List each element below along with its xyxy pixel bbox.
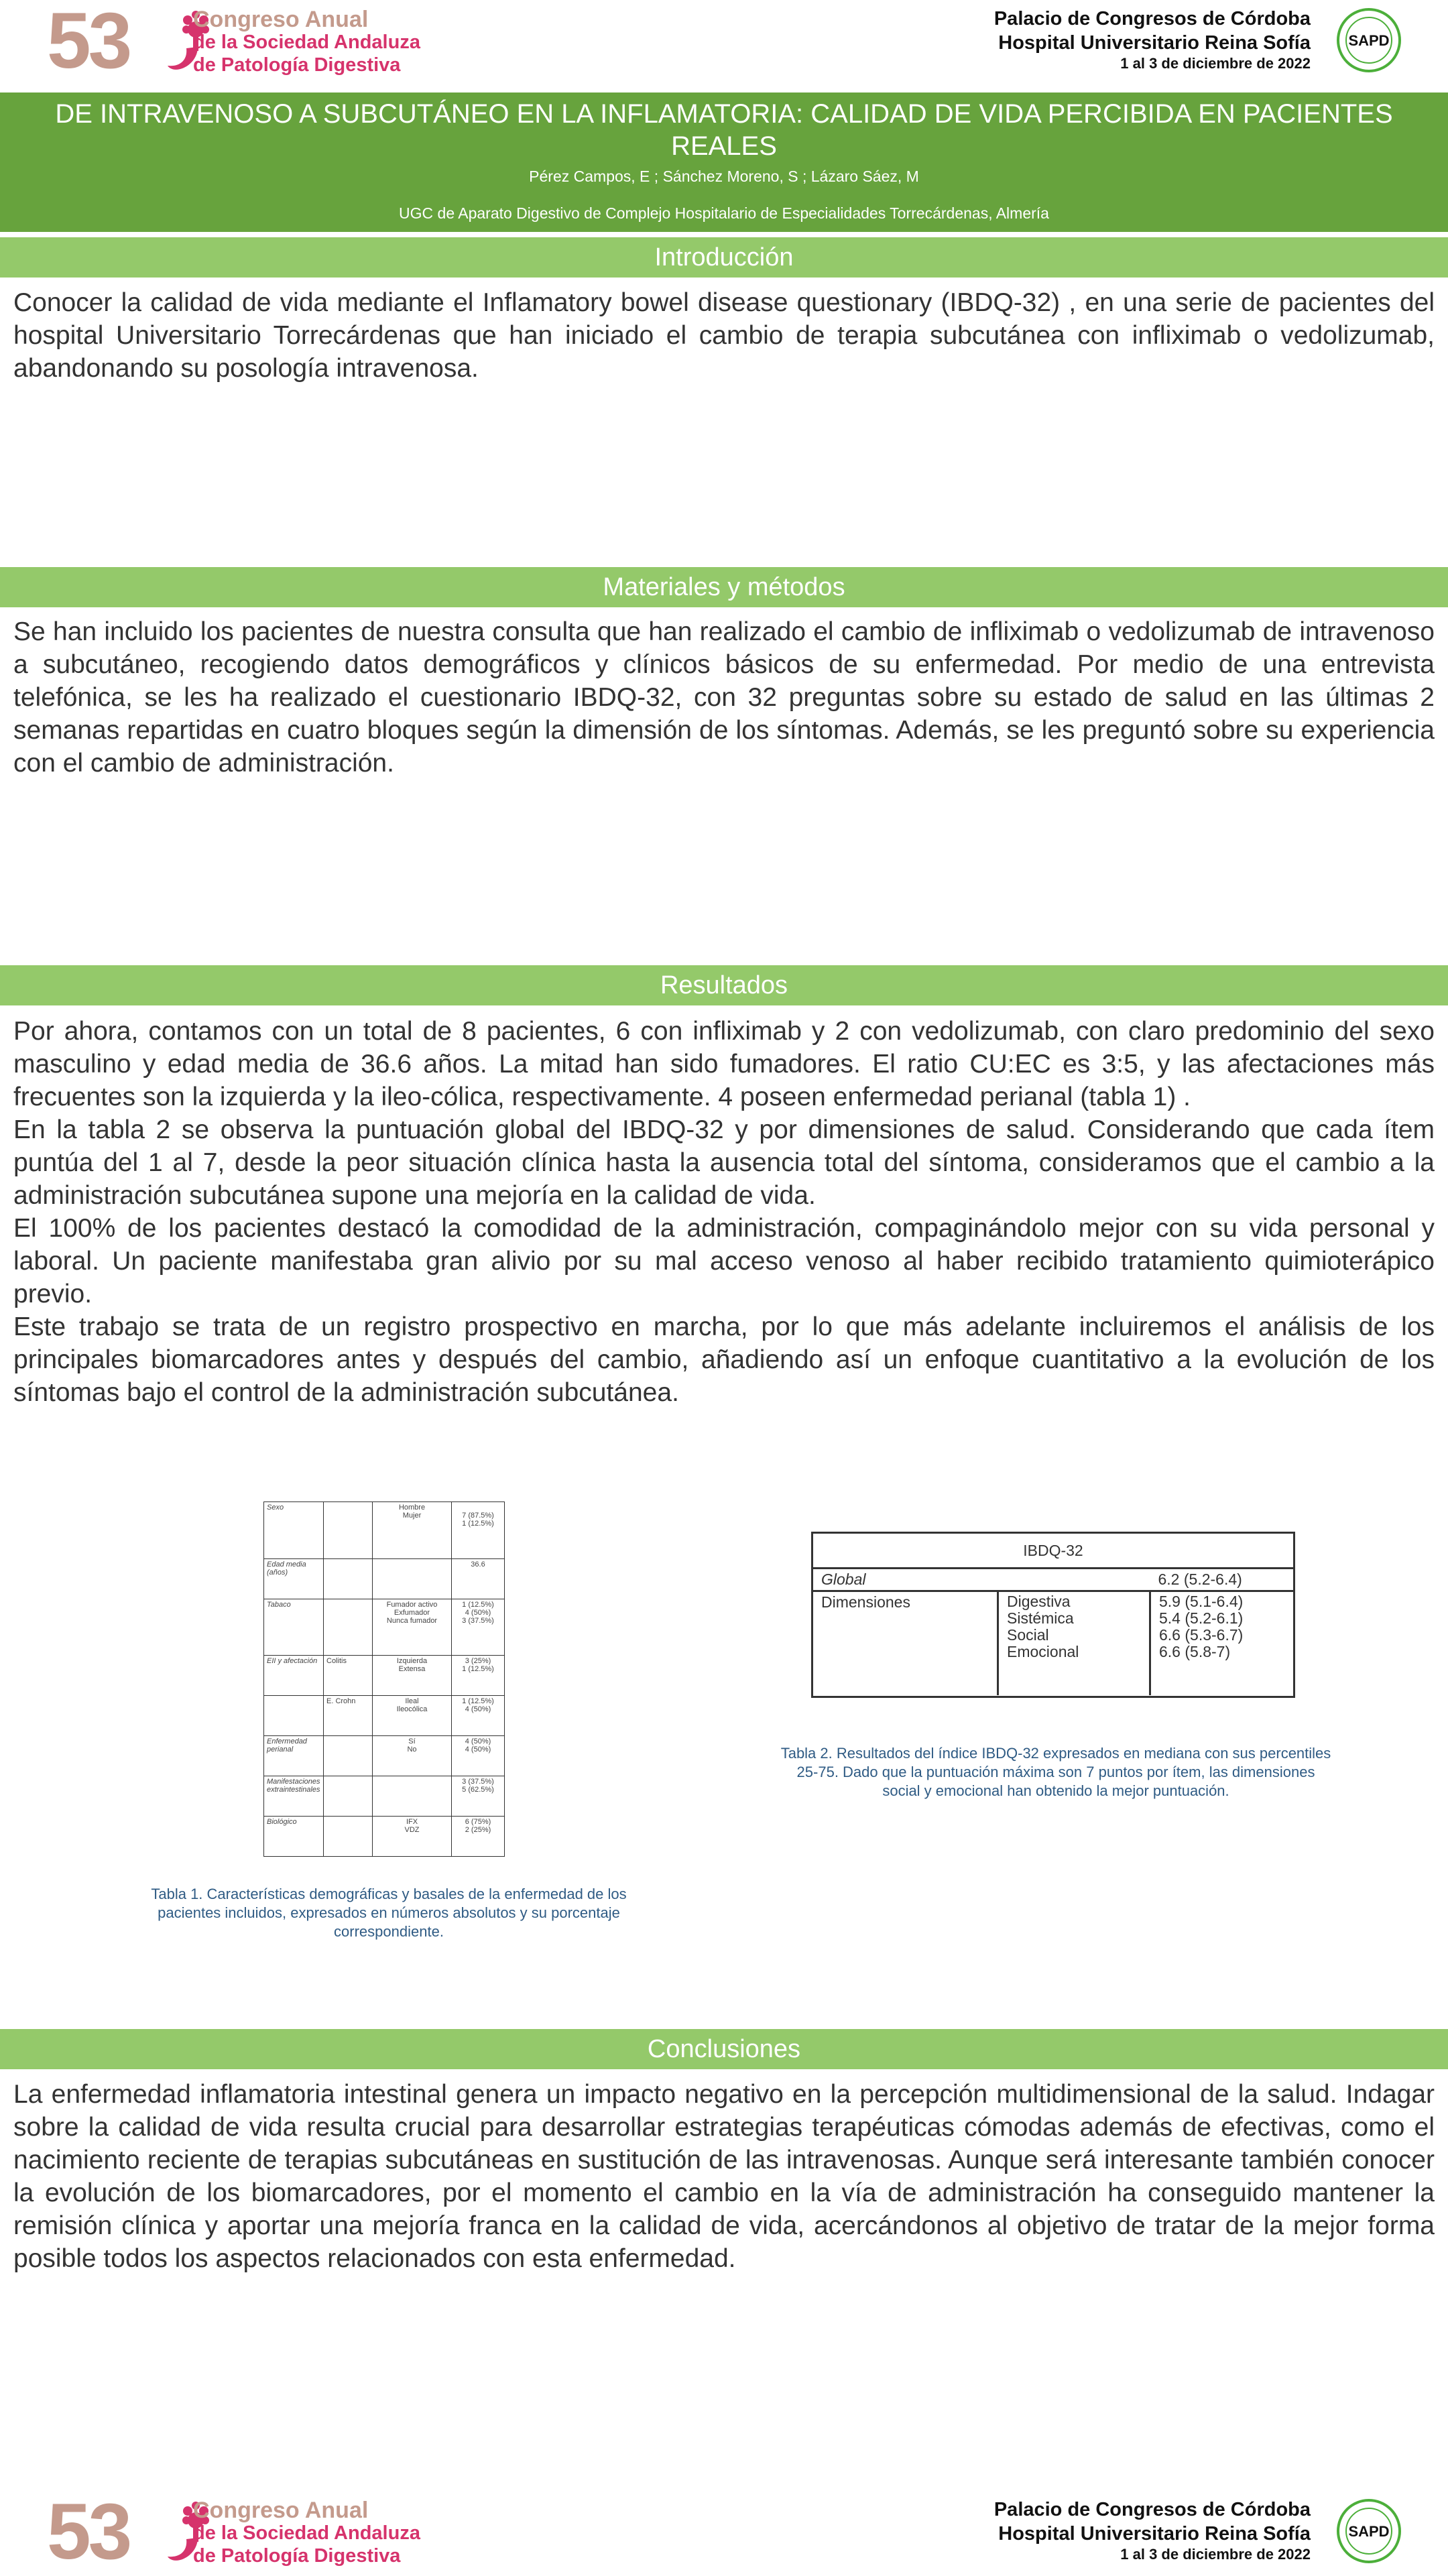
page-footer — [0, 2488, 1448, 2576]
table-2-global-row — [813, 1569, 1293, 1591]
table-1-cell — [324, 1736, 373, 1776]
sapd-badge-text: SAPD — [1348, 2523, 1390, 2540]
table-1-cell: Sí No — [372, 1736, 451, 1776]
table-1-cell: E. Crohn — [324, 1696, 373, 1736]
table-1-cell: 1 (12.5%) 4 (50%) 3 (37.5%) — [452, 1599, 505, 1656]
table-1-cell — [324, 1502, 373, 1559]
table-2-dim-value: 5.4 (5.2-6.1) — [1159, 1609, 1244, 1627]
section-heading-intro: Introducción — [0, 237, 1448, 278]
table-2-dimension-names — [998, 1591, 1150, 1696]
table-1-cell — [372, 1776, 451, 1817]
congress-logo — [47, 2488, 449, 2576]
table-1-cell: 4 (50%) 4 (50%) — [452, 1736, 505, 1776]
logo-line1: Congreso Anual — [193, 2498, 369, 2523]
sapd-badge-text: SAPD — [1348, 32, 1390, 49]
table-2-title: IBDQ-32 — [813, 1534, 1293, 1569]
table-1-cell: Ileal Ileocólica — [372, 1696, 451, 1736]
conclusions-text: La enfermedad inflamatoria intestinal genera un impacto negativo en la percepción multidimensional de la salud. Indagar sobre la calidad de vida resulta crucial para desarrollar estrategias terapéuticas cómodas además de efectivas, como el nacimiento reciente de terapias subcutáneas en sustitución de las intravenosas. Aunque será interesante también conocer la evolución de los biomarcadores, por el momento el cambio en la vía de administración ha conseguido mantener la remisión clínica y aportar una mejoría franca en la calidad de vida, acercándonos al objetivo de tratar de la mejor forma posible todos los aspectos relacionados con esta enfermedad. — [13, 2080, 1435, 2273]
venue-info — [994, 2498, 1311, 2563]
table-1-cell: Enfermedad perianal — [264, 1736, 324, 1776]
table-1-cell: Izquierda Extensa — [372, 1656, 451, 1696]
table-2-caption: Tabla 2. Resultados del índice IBDQ-32 expresados en mediana con sus percentiles 25-75. Dado que la puntuación máxima son 7 puntos por ítem, las dimensiones social y emocional han obtenido la mejor puntuación. — [780, 1745, 1331, 1799]
intro-text: Conocer la calidad de vida mediante el Inflamatory bowel disease questionary (IBDQ-32) , en una serie de pacientes del hospital Universitario Torrecárdenas que han iniciado el cambio de terapia subcutánea con infliximab o vedolizumab, abandonando su posología intravenosa. — [13, 288, 1435, 383]
congress-logo — [47, 0, 449, 85]
table-2-dim-value: 6.6 (5.8-7) — [1159, 1643, 1231, 1660]
results-paragraph-3: El 100% de los pacientes destacó la comodidad de la administración, compaginándolo mejor con su vida personal y laboral. Un paciente manifestaba gran alivio por su mal acceso venoso al haber recibido tratamiento quimioterápico previo. — [13, 1214, 1435, 1308]
table-1-cell: Fumador activo Exfumador Nunca fumador — [372, 1599, 451, 1656]
table-1-cell: 6 (75%) 2 (25%) — [452, 1817, 505, 1857]
section-body-methods — [13, 615, 1435, 780]
venue-dates: 1 al 3 de diciembre de 2022 — [1120, 55, 1311, 72]
table-2-dim-name: Digestiva — [1007, 1593, 1071, 1610]
table-2-global-label: Global — [813, 1569, 1150, 1591]
page-header — [0, 0, 1448, 85]
results-paragraph-1: Por ahora, contamos con un total de 8 pacientes, 6 con infliximab y 2 con vedolizumab, con claro predominio del sexo masculino y edad media de 36.6 años. La mitad han sido fumadores. El ratio CU:EC es 3:5, y las afectaciones más frecuentes son la izquierda y la ileo-cólica, respectivamente. 4 poseen enfermedad perianal (tabla 1) . — [13, 1017, 1435, 1111]
poster-affiliation: UGC de Aparato Digestivo de Complejo Hospitalario de Especialidades Torrecárdenas, Almería — [399, 204, 1049, 222]
table-1-cell — [324, 1558, 373, 1599]
venue-info — [994, 7, 1311, 72]
poster-authors: Pérez Campos, E ; Sánchez Moreno, S ; Lázaro Sáez, M — [529, 168, 919, 185]
table-2-dim-name: Sistémica — [1007, 1609, 1074, 1627]
table-2-dim-value: 5.9 (5.1-6.4) — [1159, 1593, 1244, 1610]
table-1-row — [264, 1656, 505, 1696]
table-1-cell: IFX VDZ — [372, 1817, 451, 1857]
table-2-dim-name: Emocional — [1007, 1643, 1079, 1660]
methods-text: Se han incluido los pacientes de nuestra consulta que han realizado el cambio de infliximab o vedolizumab de intravenoso a subcutáneo, recogiendo datos demográficos y clínicos básicos de su enfermedad. Por medio de una entrevista telefónica, se les ha realizado el cuestionario IBDQ-32, con 32 preguntas sobre su estado de salud en las últimas 2 semanas repartidas en cuatro bloques según la dimensión de los síntomas. Además, se les preguntó sobre su experiencia con el cambio de administración. — [13, 617, 1435, 778]
table-1-row — [264, 1502, 505, 1559]
table-1-row — [264, 1696, 505, 1736]
logo-line2: de la Sociedad Andaluza — [193, 2522, 420, 2544]
venue-dates: 1 al 3 de diciembre de 2022 — [1120, 2546, 1311, 2563]
table-1-cell: Tabaco — [264, 1599, 324, 1656]
table-1-cell: EII y afectación — [264, 1656, 324, 1696]
logo-text — [193, 2499, 420, 2567]
table-1-row — [264, 1817, 505, 1857]
section-heading-results: Resultados — [0, 965, 1448, 1005]
table-1-row — [264, 1599, 505, 1656]
table-1-cell — [324, 1599, 373, 1656]
table-1-cell: 36.6 — [452, 1558, 505, 1599]
sapd-badge-icon — [1337, 8, 1401, 72]
poster-title: DE INTRAVENOSO A SUBCUTÁNEO EN LA INFLAMATORIA: CALIDAD DE VIDA PERCIBIDA EN PACIENTES REALES — [55, 99, 1393, 161]
table-1-cell: 7 (87.5%) 1 (12.5%) — [452, 1502, 505, 1559]
results-paragraph-4: Este trabajo se trata de un registro prospectivo en marcha, por lo que más adelante incluiremos el análisis de los principales biomarcadores antes y después del cambio, añadiendo así un enfoque cuantitativo a la evolución de los síntomas bajo el control de la administración subcutánea. — [13, 1312, 1435, 1407]
title-band — [0, 93, 1448, 232]
logo-line1: Congreso Anual — [193, 7, 369, 32]
table-1-cell — [372, 1558, 451, 1599]
table-1-cell: Manifestaciones extraintestinales — [264, 1776, 324, 1817]
table-2-dim-value: 6.6 (5.3-6.7) — [1159, 1626, 1244, 1644]
table-2-global-value: 6.2 (5.2-6.4) — [1150, 1569, 1294, 1591]
venue-line1: Palacio de Congresos de Córdoba — [993, 8, 1311, 29]
section-heading-methods: Materiales y métodos — [0, 567, 1448, 607]
table-1-cell: Hombre Mujer — [372, 1502, 451, 1559]
logo-line2: de la Sociedad Andaluza — [193, 32, 420, 53]
table-1-cell: 3 (37.5%) 5 (62.5%) — [452, 1776, 505, 1817]
table-1-cell — [264, 1696, 324, 1736]
logo-number: 53 — [47, 2488, 130, 2576]
section-body-results — [13, 1015, 1435, 1409]
table-1 — [263, 1501, 505, 1857]
table-1-cell: 1 (12.5%) 4 (50%) — [452, 1696, 505, 1736]
venue-line2: Hospital Universitario Reina Sofía — [998, 2523, 1311, 2544]
table-1-cell: Sexo — [264, 1502, 324, 1559]
table-1-row — [264, 1558, 505, 1599]
table-1-cell: Colitis — [324, 1656, 373, 1696]
table-2 — [811, 1532, 1295, 1698]
section-body-conclusions — [13, 2078, 1435, 2275]
table-1-row — [264, 1736, 505, 1776]
venue-line1: Palacio de Congresos de Córdoba — [993, 2499, 1311, 2520]
logo-number: 53 — [47, 0, 130, 85]
table-1-cell — [324, 1817, 373, 1857]
logo-line3: de Patología Digestiva — [193, 54, 401, 76]
table-2-dimensions-label: Dimensiones — [821, 1593, 910, 1611]
section-body-intro — [13, 286, 1435, 385]
table-2-dimensions-row — [813, 1591, 1293, 1696]
table-1-cell: Edad media (años) — [264, 1558, 324, 1599]
logo-line3: de Patología Digestiva — [193, 2545, 401, 2567]
table-2-dimension-values — [1150, 1591, 1294, 1696]
results-paragraph-2: En la tabla 2 se observa la puntuación global del IBDQ-32 y por dimensiones de salud. Considerando que cada ítem puntúa del 1 al 7, desde la peor situación clínica hasta la ausencia total del síntoma, consideramos que el cambio a la administración subcutánea supone una mejoría en la calidad de vida. — [13, 1115, 1435, 1210]
table-1-row — [264, 1776, 505, 1817]
venue-line2: Hospital Universitario Reina Sofía — [998, 32, 1311, 54]
table-1-cell — [324, 1776, 373, 1817]
section-heading-conclusions: Conclusiones — [0, 2029, 1448, 2069]
table-1-cell: 3 (25%) 1 (12.5%) — [452, 1656, 505, 1696]
table-1-caption: Tabla 1. Características demográficas y basales de la enfermedad de los pacientes incluidos, expresados en números absolutos y su porcentaje correspondiente. — [151, 1886, 627, 1940]
table-1-cell: Biológico — [264, 1817, 324, 1857]
logo-text — [193, 8, 420, 76]
table-2-dim-name: Social — [1007, 1626, 1049, 1644]
sapd-badge-icon — [1337, 2499, 1401, 2563]
